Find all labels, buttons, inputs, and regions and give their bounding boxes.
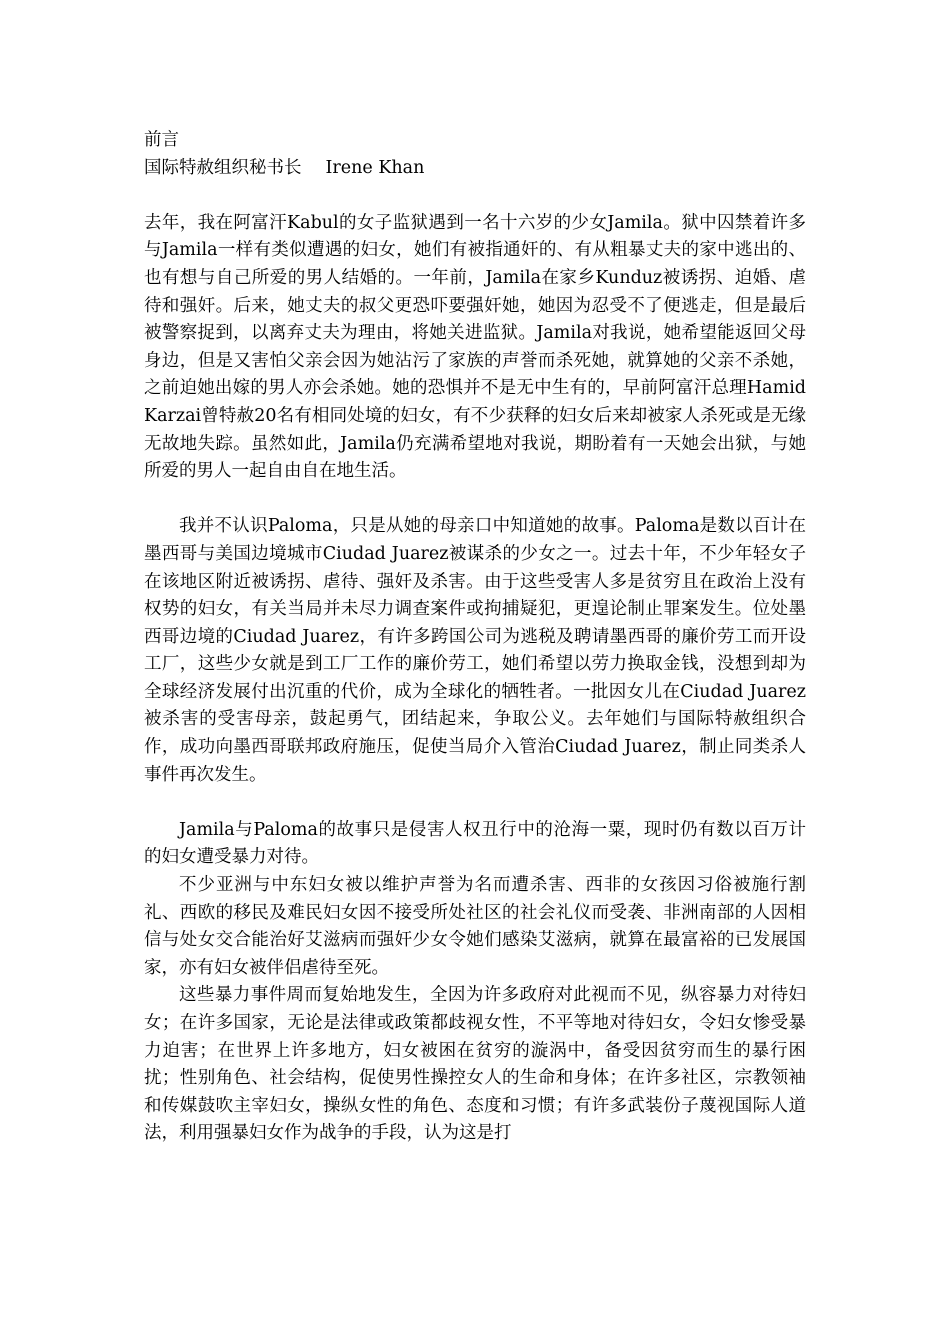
paragraph-paloma: 我并不认识Paloma，只是从她的母亲口中知道她的故事。Paloma是数以百计在墨西哥与美国边境城市Ciudad Juarez被谋杀的少女之一。过去十年，不少年轻女子在该地区附近被诱拐、虐待、强奸及杀害。由于这些受害人多是贫穷且在政治上没有权势的妇女，有关当局并未尽力调查案件或拘捕疑犯，更遑论制止罪案发生。位处墨西哥边境的Ciudad Juarez，有许多跨国公司为逃税及聘请墨西哥的廉价劳工而开设工厂，这些少女就是到工厂工作的廉价劳工，她们希望以劳力换取金钱，没想到却为全球经济发展付出沉重的代价，成为全球化的牺牲者。一批因女儿在Ciudad Juarez被杀害的受害母亲，鼓起勇气，团结起来，争取公义。去年她们与国际特赦组织合作，成功向墨西哥联邦政府施压，促使当局介入管治Ciudad Juarez，制止同类杀人事件再次发生。: [144, 516, 806, 785]
paragraph-summary: Jamila与Paloma的故事只是侵害人权丑行中的沧海一粟，现时仍有数以百万计的妇女遭受暴力对待。: [144, 819, 806, 868]
author-name: Irene Khan: [325, 157, 425, 178]
paragraph-jamila: 去年，我在阿富汗Kabul的女子监狱遇到一名十六岁的少女Jamila。狱中囚禁着许多与Jamila一样有类似遭遇的妇女，她们有被指通奸的、有从粗暴丈夫的家中逃出的、也有想与自己所爱的男人结婚的。一年前，Jamila在家乡Kunduz被诱拐、迫婚、虐待和强奸。后来，她丈夫的叔父更恐吓要强奸她，她因为忍受不了便逃走，但是最后被警察捉到，以离弃丈夫为理由，将她关进监狱。Jamila对我说，她希望能返回父母身边，但是又害怕父亲会因为她沾污了家族的声誉而杀死她，就算她的父亲不杀她，之前迫她出嫁的男人亦会杀她。她的恐惧并不是无中生有的，早前阿富汗总理Hamid Karzai曾特赦20名有相同处境的妇女，有不少获释的妇女后来却被家人杀死或是无缘无故地失踪。虽然如此，Jamila仍充满希望地对我说，期盼着有一天她会出狱，与她所爱的男人一起自由自在地生活。: [144, 212, 806, 482]
blank-line: [144, 182, 806, 210]
paragraph-causes: 这些暴力事件周而复始地发生，全因为许多政府对此视而不见，纵容暴力对待妇女；在许多国家，无论是法律或政策都歧视女性，不平等地对待妇女，令妇女惨受暴力迫害；在世界上许多地方，妇女被困在贫穷的漩涡中，备受因贫穷而生的暴行困扰；性别角色、社会结构，促使男性操控女人的生命和身体；在许多社区，宗教领袖和传媒鼓吹主宰妇女，操纵女性的角色、态度和习惯；有许多武装份子蔑视国际人道法，利用强暴妇女作为战争的手段，认为这是打: [144, 985, 806, 1144]
blank-line: [144, 486, 806, 514]
blank-line: [144, 789, 806, 817]
paragraph-regional-violence: 不少亚洲与中东妇女被以维护声誉为名而遭杀害、西非的女孩因习俗被施行割礼、西欧的移民及难民妇女因不接受所处社区的社会礼仪而受袭、非洲南部的人因相信与处女交合能治好艾滋病而强奸少女令她们感染艾滋病，就算在最富裕的已发展国家，亦有妇女被伴侣虐待至死。: [144, 875, 806, 978]
document-heading: 前言: [144, 130, 179, 150]
document-body: [144, 127, 806, 1148]
author-line: [144, 155, 806, 183]
author-title: 国际特赦组织秘书长: [144, 157, 302, 178]
